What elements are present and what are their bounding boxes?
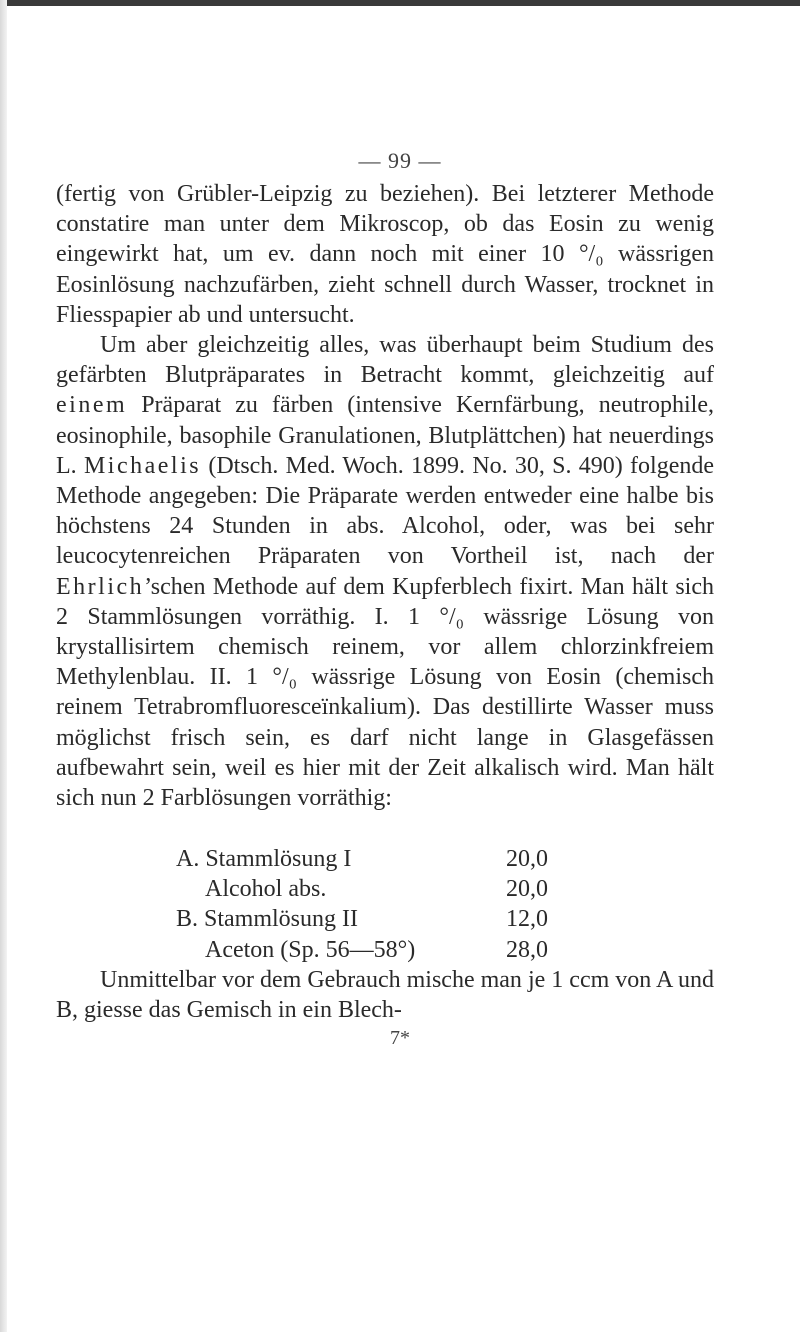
emphasis-einem: einem (56, 392, 128, 419)
recipe-value: 20,0 (506, 876, 548, 903)
body-text (56, 179, 714, 813)
recipe-value: 12,0 (506, 906, 548, 933)
paragraph-1: (fertig von Grübler-Leipzig zu beziehen). Bei letzterer Methode constatire man unter dem Mikroscop, ob das Eosin zu wenig eingewirkt hat, um ev. dann noch mit einer 10 °/₀ wässrigen Eosinlösung nachzufärben, zieht schnell durch Wasser, trocknet in Fliesspapier ab und untersucht. (56, 181, 714, 328)
recipe-value: 28,0 (506, 936, 548, 963)
paragraph-2-part-d: ’schen Methode auf dem Kupferblech fixirt. Man hält sich 2 Stammlösungen vorräthig. I. 1 °/₀ wässrige Lösung von krystallisirtem chemisch reinem, vor allem chlorzinkfreiem Methylenblau. II. 1 °/₀ wässrige Lösung von Eosin (chemisch reinem Tetrabromfluoresceïnkalium). Das destillirte Wasser muss möglichst frisch sein, es darf nicht lange in Glasgefässen aufbewahrt sein, weil es hier mit der Zeit alkalisch wird. Man hält sich nun 2 Farblösungen vorräthig: (56, 573, 714, 812)
page-top-edge (0, 0, 800, 6)
recipe-row (56, 904, 714, 934)
signature-mark: 7* (390, 1027, 410, 1049)
paragraph-2-part-c: (Dtsch. Med. Woch. 1899. No. 30, S. 490) folgende Methode angegeben: Die Präparate werden entweder eine halbe bis höchstens 24 Stunden in abs. Alcohol, oder, was bei sehr leucocytenreichen Präparaten von Vortheil ist, nach der (56, 452, 715, 570)
recipe-table (56, 844, 714, 965)
author-michaelis: Michaelis (83, 452, 202, 479)
page-number: — 99 — (358, 148, 442, 173)
recipe-row (56, 844, 714, 874)
recipe-label: Alcohol abs. (205, 876, 327, 903)
paragraph-2-part-b: Präparat zu färben (intensive Kernfärbung, neutrophile, eosinophile, basophile Granulationen, Blutplättchen) hat neuerdings L. (56, 392, 714, 479)
paragraph-2 (56, 330, 714, 813)
recipe-label: Aceton (Sp. 56—58°) (205, 936, 416, 963)
closing-paragraph (56, 965, 714, 1025)
author-ehrlich: Ehrlich (56, 573, 145, 600)
recipe-label: B. Stammlösung II (176, 906, 359, 933)
paragraph-2-part-a: Um aber gleichzeitig alles, was überhaupt beim Studium des gefärbten Blutpräparates in Betracht kommt, gleichzeitig auf (56, 332, 714, 389)
recipe-label: A. Stammlösung I (176, 846, 352, 872)
closing-text: Unmittelbar vor dem Gebrauch mische man je 1 ccm von A und B, giesse das Gemisch in ein Blech- (56, 967, 714, 1024)
recipe-row (56, 874, 714, 904)
page-left-edge (0, 0, 7, 1332)
recipe-row (56, 935, 714, 965)
recipe-value: 20,0 (506, 846, 548, 872)
